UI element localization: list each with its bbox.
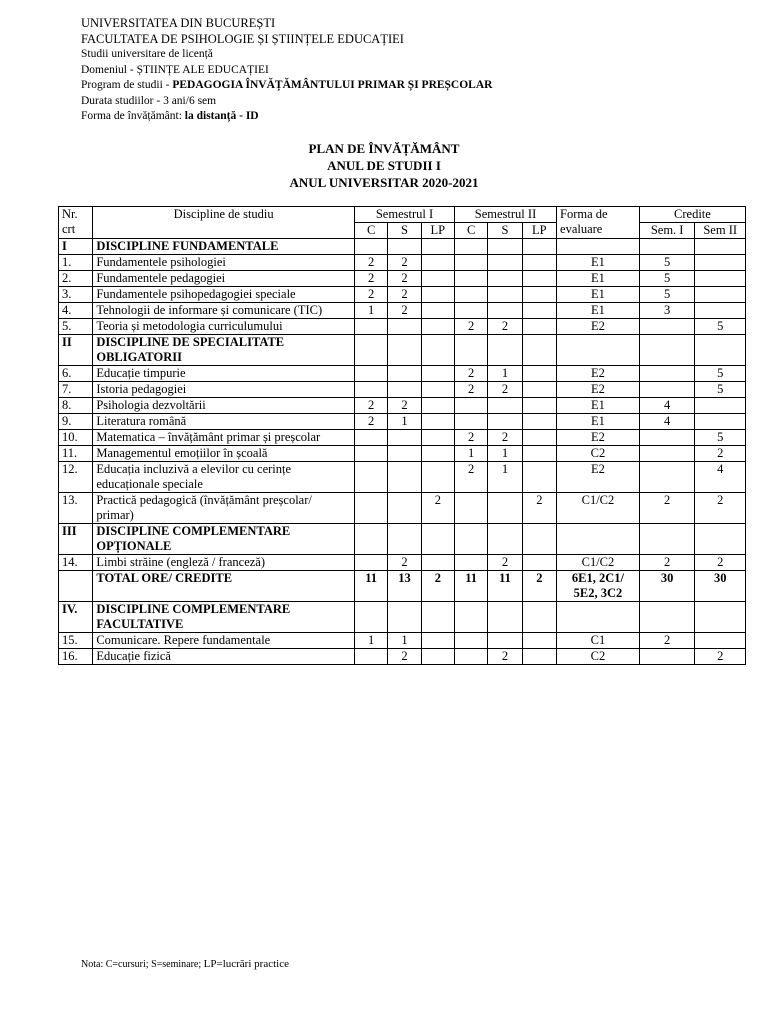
section-title: DISCIPLINE DE SPECIALITATE OBLIGATORII (93, 335, 355, 366)
cell-cr1: 5 (639, 255, 695, 271)
cell-lp1 (421, 430, 454, 446)
cell-c2 (455, 414, 488, 430)
cell-s1 (388, 493, 421, 524)
cell-lp2 (522, 430, 556, 446)
section-row (59, 524, 746, 555)
section-row (59, 335, 746, 366)
row-number: 7. (59, 382, 93, 398)
cell-cr1: 5 (639, 271, 695, 287)
cell-cr1 (639, 649, 695, 665)
table-header-row-1 (59, 207, 746, 223)
cell-c2: 2 (455, 319, 488, 335)
cell-c2 (455, 633, 488, 649)
discipline-name: Matematica – învățământ primar și preșcolar (93, 430, 355, 446)
cell-eval: 6E1, 2C1/ 5E2, 3C2 (557, 571, 640, 602)
cell-cr1: 2 (639, 633, 695, 649)
cell-lp2 (522, 382, 556, 398)
document-header (81, 16, 492, 125)
cell-lp2 (522, 555, 556, 571)
cell-eval: C1/C2 (557, 493, 640, 524)
cell-cr2: 5 (695, 382, 746, 398)
row-number: 5. (59, 319, 93, 335)
cell-c1: 1 (354, 303, 387, 319)
curriculum-table (58, 206, 746, 665)
row-number: 8. (59, 398, 93, 414)
cell-lp1 (421, 271, 454, 287)
cell-cr2: 2 (695, 493, 746, 524)
cell-s1: 1 (388, 414, 421, 430)
cell-lp1 (421, 319, 454, 335)
empty-cell (695, 602, 746, 633)
cell-cr2: 2 (695, 446, 746, 462)
cell-lp2 (522, 414, 556, 430)
program-prefix: Program de studii - (81, 79, 173, 91)
cell-c2 (455, 287, 488, 303)
section-row (59, 239, 746, 255)
cell-cr1: 2 (639, 555, 695, 571)
empty-cell (557, 335, 640, 366)
cell-s2: 2 (488, 319, 522, 335)
cell-cr1: 3 (639, 303, 695, 319)
plan-title: PLAN DE ÎNVĂȚĂMÂNT (308, 141, 460, 156)
discipline-name: Educație fizică (93, 649, 355, 665)
section-row (59, 602, 746, 633)
cell-c2 (455, 398, 488, 414)
header-discipline: Discipline de studiu (93, 207, 355, 239)
empty-cell (639, 524, 695, 555)
cell-s2 (488, 303, 522, 319)
empty-cell (354, 602, 387, 633)
header-credits: Credite (639, 207, 745, 223)
discipline-name: Managementul emoțiilor în școală (93, 446, 355, 462)
cell-lp1: 2 (421, 493, 454, 524)
cell-lp2: 2 (522, 571, 556, 602)
empty-cell (421, 602, 454, 633)
cell-cr1: 5 (639, 287, 695, 303)
cell-s2: 2 (488, 430, 522, 446)
section-number: IV. (59, 602, 93, 633)
cell-lp1 (421, 633, 454, 649)
cell-cr2: 5 (695, 366, 746, 382)
cell-eval: E2 (557, 382, 640, 398)
cell-eval: E1 (557, 255, 640, 271)
header-s2: S (488, 223, 522, 239)
discipline-name: Comunicare. Repere fundamentale (93, 633, 355, 649)
empty-cell (557, 239, 640, 255)
cell-lp1 (421, 446, 454, 462)
study-domain: Domeniul - ȘTIINȚE ALE EDUCAȚIEI (81, 63, 269, 76)
empty-cell (388, 524, 421, 555)
cell-c2: 1 (455, 446, 488, 462)
cell-s2: 11 (488, 571, 522, 602)
empty-cell (455, 239, 488, 255)
cell-lp2 (522, 287, 556, 303)
section-number: III (59, 524, 93, 555)
cell-s2: 2 (488, 382, 522, 398)
cell-s2: 1 (488, 446, 522, 462)
empty-cell (695, 239, 746, 255)
table-body (59, 239, 746, 665)
table-row (59, 382, 746, 398)
header-lp1: LP (421, 223, 454, 239)
cell-s1 (388, 446, 421, 462)
row-number: 9. (59, 414, 93, 430)
cell-eval: E1 (557, 398, 640, 414)
cell-lp1 (421, 555, 454, 571)
table-row (59, 462, 746, 493)
cell-lp1 (421, 398, 454, 414)
discipline-name: Psihologia dezvoltării (93, 398, 355, 414)
empty-cell (522, 524, 556, 555)
cell-s1 (388, 366, 421, 382)
row-number: 1. (59, 255, 93, 271)
row-number: 14. (59, 555, 93, 571)
cell-s1: 2 (388, 555, 421, 571)
cell-cr1 (639, 462, 695, 493)
cell-cr2: 30 (695, 571, 746, 602)
row-number: 12. (59, 462, 93, 493)
cell-c1: 2 (354, 414, 387, 430)
cell-s2: 1 (488, 366, 522, 382)
cell-s2 (488, 287, 522, 303)
cell-s1: 2 (388, 303, 421, 319)
faculty-name: FACULTATEA DE PSIHOLOGIE ȘI ȘTIINȚELE EDUCAȚIEI (81, 31, 404, 46)
cell-lp2: 2 (522, 493, 556, 524)
study-form (81, 109, 492, 125)
empty-cell (455, 524, 488, 555)
row-number: 6. (59, 366, 93, 382)
empty-cell (421, 239, 454, 255)
cell-s2 (488, 633, 522, 649)
row-number: 16. (59, 649, 93, 665)
cell-lp2 (522, 446, 556, 462)
row-number (59, 571, 93, 602)
cell-eval: E2 (557, 366, 640, 382)
cell-c1: 2 (354, 398, 387, 414)
cell-lp1 (421, 382, 454, 398)
table-row (59, 430, 746, 446)
table-row (59, 649, 746, 665)
header-nr: Nr. crt (59, 207, 93, 239)
section-title: DISCIPLINE COMPLEMENTARE FACULTATIVE (93, 602, 355, 633)
discipline-name: Tehnologii de informare și comunicare (TIC) (93, 303, 355, 319)
discipline-name: Educație timpurie (93, 366, 355, 382)
discipline-name: Educația incluzivă a elevilor cu cerințe educaționale speciale (93, 462, 355, 493)
cell-s2 (488, 255, 522, 271)
empty-cell (522, 335, 556, 366)
footnote (81, 958, 289, 970)
header-evaluation: Forma de evaluare (557, 207, 640, 239)
cell-c1 (354, 430, 387, 446)
cell-lp2 (522, 366, 556, 382)
empty-cell (557, 524, 640, 555)
cell-s2 (488, 414, 522, 430)
study-program (81, 78, 492, 94)
cell-eval: E2 (557, 430, 640, 446)
cell-cr2 (695, 633, 746, 649)
cell-eval: E2 (557, 319, 640, 335)
empty-cell (695, 335, 746, 366)
cell-c2 (455, 303, 488, 319)
table-row (59, 271, 746, 287)
form-value: la distanță - ID (184, 110, 259, 122)
empty-cell (421, 335, 454, 366)
cell-cr2 (695, 414, 746, 430)
cell-s1: 2 (388, 649, 421, 665)
cell-c1: 2 (354, 287, 387, 303)
empty-cell (488, 335, 522, 366)
cell-c1: 2 (354, 255, 387, 271)
cell-eval: E1 (557, 287, 640, 303)
empty-cell (488, 239, 522, 255)
cell-eval: E1 (557, 271, 640, 287)
cell-lp1: 2 (421, 571, 454, 602)
cell-cr2: 2 (695, 649, 746, 665)
cell-cr2: 5 (695, 430, 746, 446)
header-c2: C (455, 223, 488, 239)
cell-c2 (455, 255, 488, 271)
cell-s1: 1 (388, 633, 421, 649)
row-number: 3. (59, 287, 93, 303)
program-name: PEDAGOGIA ÎNVĂȚĂMÂNTULUI PRIMAR ȘI PREȘCOLAR (172, 79, 493, 91)
discipline-name: Fundamentele psihopedagogiei speciale (93, 287, 355, 303)
cell-c1 (354, 555, 387, 571)
cell-c1 (354, 446, 387, 462)
cell-c2 (455, 555, 488, 571)
cell-c2: 2 (455, 462, 488, 493)
table-row (59, 555, 746, 571)
discipline-name: TOTAL ORE/ CREDITE (93, 571, 355, 602)
cell-lp1 (421, 287, 454, 303)
cell-c2: 2 (455, 366, 488, 382)
cell-c2: 2 (455, 382, 488, 398)
discipline-name: Literatura română (93, 414, 355, 430)
table-row (59, 398, 746, 414)
row-number: 15. (59, 633, 93, 649)
section-number: I (59, 239, 93, 255)
table-row (59, 255, 746, 271)
discipline-name: Teoria și metodologia curriculumului (93, 319, 355, 335)
cell-lp1 (421, 303, 454, 319)
cell-cr2: 2 (695, 555, 746, 571)
cell-s1 (388, 430, 421, 446)
cell-eval: C1/C2 (557, 555, 640, 571)
empty-cell (557, 602, 640, 633)
table-row (59, 366, 746, 382)
empty-cell (639, 602, 695, 633)
row-number: 2. (59, 271, 93, 287)
cell-lp2 (522, 462, 556, 493)
cell-s2: 1 (488, 462, 522, 493)
cell-cr2 (695, 303, 746, 319)
cell-eval: E1 (557, 414, 640, 430)
cell-s1 (388, 319, 421, 335)
cell-c1: 2 (354, 271, 387, 287)
cell-s2 (488, 271, 522, 287)
table-row (59, 446, 746, 462)
empty-cell (488, 524, 522, 555)
empty-cell (388, 335, 421, 366)
table-row (59, 414, 746, 430)
cell-s1: 2 (388, 271, 421, 287)
empty-cell (522, 239, 556, 255)
header-credits-sem1: Sem. I (639, 223, 695, 239)
cell-lp1 (421, 649, 454, 665)
cell-lp2 (522, 255, 556, 271)
cell-c1: 1 (354, 633, 387, 649)
empty-cell (455, 335, 488, 366)
header-s1: S (388, 223, 421, 239)
cell-s1: 2 (388, 287, 421, 303)
footnote-lp: LP=lucrări practice (203, 958, 289, 970)
empty-cell (488, 602, 522, 633)
cell-s1 (388, 462, 421, 493)
cell-cr2: 5 (695, 319, 746, 335)
cell-c2 (455, 493, 488, 524)
section-number: II (59, 335, 93, 366)
total-row (59, 571, 746, 602)
table-row (59, 303, 746, 319)
empty-cell (388, 602, 421, 633)
study-level: Studii universitare de licență (81, 48, 213, 60)
cell-c1 (354, 382, 387, 398)
cell-c1 (354, 649, 387, 665)
header-semester-1: Semestrul I (354, 207, 454, 223)
cell-lp2 (522, 271, 556, 287)
cell-cr1: 4 (639, 398, 695, 414)
cell-lp1 (421, 414, 454, 430)
header-lp2: LP (522, 223, 556, 239)
study-duration: Durata studiilor - 3 ani/6 sem (81, 94, 217, 107)
cell-c1: 11 (354, 571, 387, 602)
cell-cr2 (695, 255, 746, 271)
cell-cr1: 4 (639, 414, 695, 430)
header-semester-2: Semestrul II (455, 207, 557, 223)
empty-cell (455, 602, 488, 633)
cell-cr1: 30 (639, 571, 695, 602)
cell-cr1 (639, 382, 695, 398)
empty-cell (354, 335, 387, 366)
cell-cr1: 2 (639, 493, 695, 524)
row-number: 11. (59, 446, 93, 462)
discipline-name: Practică pedagogică (învățământ preșcolar/ primar) (93, 493, 355, 524)
cell-c1 (354, 462, 387, 493)
empty-cell (354, 239, 387, 255)
empty-cell (388, 239, 421, 255)
cell-c1 (354, 493, 387, 524)
discipline-name: Fundamentele pedagogiei (93, 271, 355, 287)
cell-lp2 (522, 319, 556, 335)
footnote-text: Nota: C=cursuri; S=seminare; (81, 959, 204, 970)
cell-cr1 (639, 446, 695, 462)
cell-eval: C2 (557, 649, 640, 665)
cell-cr2 (695, 287, 746, 303)
cell-c2: 11 (455, 571, 488, 602)
cell-cr1 (639, 430, 695, 446)
row-number: 10. (59, 430, 93, 446)
cell-lp2 (522, 633, 556, 649)
cell-lp1 (421, 255, 454, 271)
cell-lp1 (421, 366, 454, 382)
header-credits-sem2: Sem II (695, 223, 746, 239)
cell-s1 (388, 382, 421, 398)
row-number: 4. (59, 303, 93, 319)
cell-lp2 (522, 303, 556, 319)
cell-s1: 2 (388, 255, 421, 271)
table-row (59, 493, 746, 524)
cell-s2 (488, 493, 522, 524)
empty-cell (522, 602, 556, 633)
empty-cell (695, 524, 746, 555)
cell-lp2 (522, 398, 556, 414)
discipline-name: Fundamentele psihologiei (93, 255, 355, 271)
cell-s2: 2 (488, 649, 522, 665)
form-prefix: Forma de învățământ: (81, 110, 185, 122)
cell-s1: 13 (388, 571, 421, 602)
cell-eval: E1 (557, 303, 640, 319)
cell-s2 (488, 398, 522, 414)
section-title: DISCIPLINE FUNDAMENTALE (93, 239, 355, 255)
discipline-name: Istoria pedagogiei (93, 382, 355, 398)
cell-cr1 (639, 319, 695, 335)
cell-s2: 2 (488, 555, 522, 571)
section-title: DISCIPLINE COMPLEMENTARE OPȚIONALE (93, 524, 355, 555)
empty-cell (639, 239, 695, 255)
cell-eval: C1 (557, 633, 640, 649)
cell-cr2: 4 (695, 462, 746, 493)
header-c1: C (354, 223, 387, 239)
cell-eval: C2 (557, 446, 640, 462)
cell-cr2 (695, 271, 746, 287)
table-row (59, 633, 746, 649)
cell-lp1 (421, 462, 454, 493)
cell-c1 (354, 319, 387, 335)
discipline-name: Limbi străine (engleză / franceză) (93, 555, 355, 571)
cell-c2: 2 (455, 430, 488, 446)
empty-cell (421, 524, 454, 555)
academic-year: ANUL UNIVERSITAR 2020-2021 (289, 175, 479, 190)
empty-cell (639, 335, 695, 366)
university-name: UNIVERSITATEA DIN BUCUREȘTI (81, 16, 276, 30)
cell-c2 (455, 649, 488, 665)
cell-c1 (354, 366, 387, 382)
table-row (59, 287, 746, 303)
cell-c2 (455, 271, 488, 287)
table-row (59, 319, 746, 335)
cell-s1: 2 (388, 398, 421, 414)
empty-cell (354, 524, 387, 555)
cell-eval: E2 (557, 462, 640, 493)
study-year: ANUL DE STUDII I (327, 158, 441, 173)
row-number: 13. (59, 493, 93, 524)
cell-lp2 (522, 649, 556, 665)
plan-titles (0, 140, 768, 191)
cell-cr2 (695, 398, 746, 414)
cell-cr1 (639, 366, 695, 382)
